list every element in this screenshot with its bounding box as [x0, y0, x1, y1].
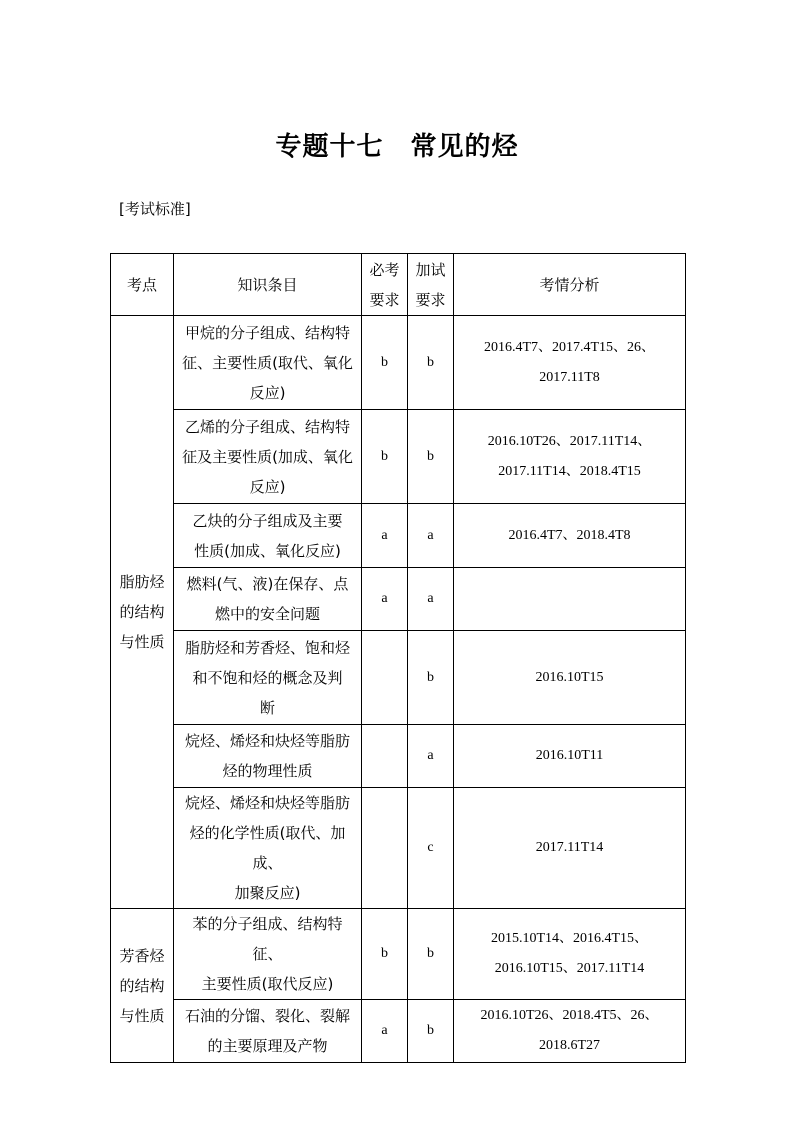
- analysis-line: 2016.10T11: [535, 748, 604, 763]
- table-row: [111, 725, 686, 788]
- topic-line: 与性质: [119, 1006, 165, 1025]
- item-line: 脂肪烃和芳香烃、饱和烃: [184, 638, 350, 657]
- table-row: [111, 631, 686, 725]
- item-cell: [174, 568, 362, 631]
- table-row: [111, 504, 686, 568]
- analysis-cell: [454, 1000, 686, 1063]
- item-cell: [174, 410, 362, 504]
- analysis-line: 2016.4T7、2018.4T8: [508, 527, 631, 543]
- required-level: [362, 725, 408, 788]
- header-analysis: 考情分析: [454, 254, 686, 316]
- item-line: 乙炔的分子组成及主要: [192, 511, 343, 530]
- item-line: 的主要原理及产物: [207, 1037, 328, 1055]
- additional-level: b: [408, 1000, 454, 1063]
- analysis-line: 2016.10T15: [535, 669, 604, 685]
- item-cell: [174, 631, 362, 725]
- item-cell: [174, 316, 362, 410]
- analysis-cell: [454, 631, 686, 725]
- item-line: 石油的分馏、裂化、裂解: [184, 1007, 350, 1025]
- item-cell: [174, 1000, 362, 1063]
- header-point: 考点: [111, 254, 174, 316]
- additional-level: b: [408, 631, 454, 725]
- item-line: 烃的物理性质: [222, 762, 313, 780]
- additional-level: b: [408, 316, 454, 410]
- required-level: b: [362, 909, 408, 1000]
- item-line: 烷烃、烯烃和炔烃等脂肪: [184, 794, 350, 812]
- item-line: 征及主要性质(加成、氧化: [182, 447, 353, 466]
- item-line: 断: [259, 698, 275, 717]
- analysis-cell: [454, 316, 686, 410]
- analysis-line: 2016.10T15、2017.11T14: [494, 961, 645, 976]
- header-additional-line: 加试: [415, 260, 446, 279]
- additional-level: c: [408, 788, 454, 909]
- analysis-line: 2016.4T7、2017.4T15、26、: [483, 339, 656, 355]
- required-level: b: [362, 410, 408, 504]
- analysis-cell: [454, 788, 686, 909]
- analysis-line: 2016.10T26、2017.11T14、: [487, 433, 652, 449]
- topic-line: 与性质: [119, 633, 165, 651]
- table-row: [111, 410, 686, 504]
- analysis-cell: [454, 410, 686, 504]
- item-line: 苯的分子组成、结构特征、: [192, 915, 343, 963]
- required-level: [362, 631, 408, 725]
- required-level: a: [362, 1000, 408, 1063]
- analysis-cell: [454, 568, 686, 631]
- table-row: [111, 316, 686, 410]
- section-label: [考试标准]: [119, 200, 191, 218]
- additional-level: a: [408, 725, 454, 788]
- table-row: [111, 568, 686, 631]
- additional-level: a: [408, 568, 454, 631]
- item-line: 性质(加成、氧化反应): [194, 541, 341, 560]
- header-required: [362, 254, 408, 316]
- analysis-line: 2018.6T27: [538, 1038, 601, 1053]
- item-line: 反应): [249, 383, 286, 402]
- item-line: 反应): [249, 477, 286, 496]
- header-additional-line: 要求: [415, 290, 446, 309]
- topic-line: 脂肪烃: [119, 573, 165, 591]
- header-required-line: 必考: [369, 260, 400, 279]
- topic-line: 的结构: [119, 976, 165, 995]
- header-required-line: 要求: [369, 290, 400, 309]
- item-line: 征、主要性质(取代、氧化: [182, 353, 353, 372]
- header-item: 知识条目: [174, 254, 362, 316]
- item-cell: [174, 504, 362, 568]
- header-additional: [408, 254, 454, 316]
- topic-line: 芳香烃: [119, 946, 165, 965]
- item-line: 燃中的安全问题: [214, 605, 320, 623]
- additional-level: b: [408, 909, 454, 1000]
- table-header-row: [111, 254, 686, 316]
- item-line: 燃料(气、液)在保存、点: [186, 575, 349, 593]
- topic-cell: [111, 316, 174, 909]
- table-row: [111, 909, 686, 1000]
- required-level: a: [362, 568, 408, 631]
- item-line: 甲烷的分子组成、结构特: [184, 323, 350, 342]
- item-cell: [174, 909, 362, 1000]
- exam-standard-table: [110, 253, 686, 1063]
- item-line: 乙烯的分子组成、结构特: [184, 417, 350, 436]
- required-level: [362, 788, 408, 909]
- analysis-line: 2017.11T14: [535, 840, 604, 855]
- required-level: b: [362, 316, 408, 410]
- analysis-line: 2017.11T14、2018.4T15: [498, 463, 641, 479]
- analysis-cell: [454, 504, 686, 568]
- item-line: 烃的化学性质(取代、加成、: [189, 824, 346, 872]
- page-title: 专题十七 常见的烃: [275, 132, 519, 162]
- item-line: 主要性质(取代反应): [201, 975, 334, 993]
- analysis-cell: [454, 725, 686, 788]
- additional-level: a: [408, 504, 454, 568]
- topic-line: 的结构: [119, 603, 165, 621]
- analysis-line: 2017.11T8: [539, 369, 600, 385]
- analysis-cell: [454, 909, 686, 1000]
- table-row: [111, 1000, 686, 1063]
- required-level: a: [362, 504, 408, 568]
- item-cell: [174, 788, 362, 909]
- item-line: 加聚反应): [234, 884, 301, 902]
- table-row: [111, 788, 686, 909]
- item-line: 和不饱和烃的概念及判: [192, 668, 343, 687]
- topic-cell: [111, 909, 174, 1063]
- item-line: 烷烃、烯烃和炔烃等脂肪: [184, 732, 350, 750]
- item-cell: [174, 725, 362, 788]
- additional-level: b: [408, 410, 454, 504]
- analysis-line: 2016.10T26、2018.4T5、26、: [480, 1008, 659, 1023]
- analysis-line: 2015.10T14、2016.4T15、: [490, 931, 649, 946]
